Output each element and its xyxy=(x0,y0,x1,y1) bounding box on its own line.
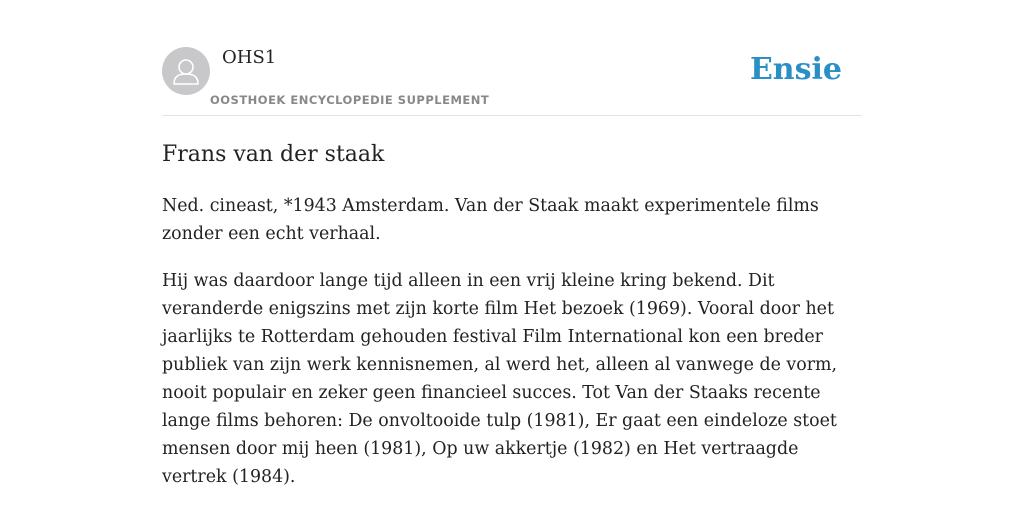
brand-logo[interactable]: Ensie xyxy=(749,52,842,87)
user-silhouette-icon xyxy=(162,47,210,95)
article-paragraph: Ned. cineast, *1943 Amsterdam. Van der Staak maakt experimentele films zonder een echt verhaal. xyxy=(162,196,819,244)
article-title: Frans van der staak xyxy=(162,142,385,167)
avatar[interactable] xyxy=(162,47,210,95)
article-paragraph: Hij was daardoor lange tijd alleen in een vrij kleine kring bekend. Dit veranderde enigszins met zijn korte film Het bezoek (1969). Vooral door het jaarlijks te Rotterdam gehouden festival Film International kon een breder publiek van zijn werk kennisnemen, al werd het, alleen al vanwege de vorm, nooit populair en zeker geen financieel succes. Tot Van der Staaks recente lange films behoren: De onvoltooide tulp (1981), Er gaat een eindeloze stoet mensen door mij heen (1981), Op uw akkertje (1982) en Het vertraagde vertrek (1984). xyxy=(162,271,838,487)
author-name[interactable]: OHS1 xyxy=(222,47,277,68)
source-label: OOSTHOEK ENCYCLOPEDIE SUPPLEMENT xyxy=(210,93,490,107)
article-body xyxy=(162,192,862,510)
page-header xyxy=(162,46,862,116)
